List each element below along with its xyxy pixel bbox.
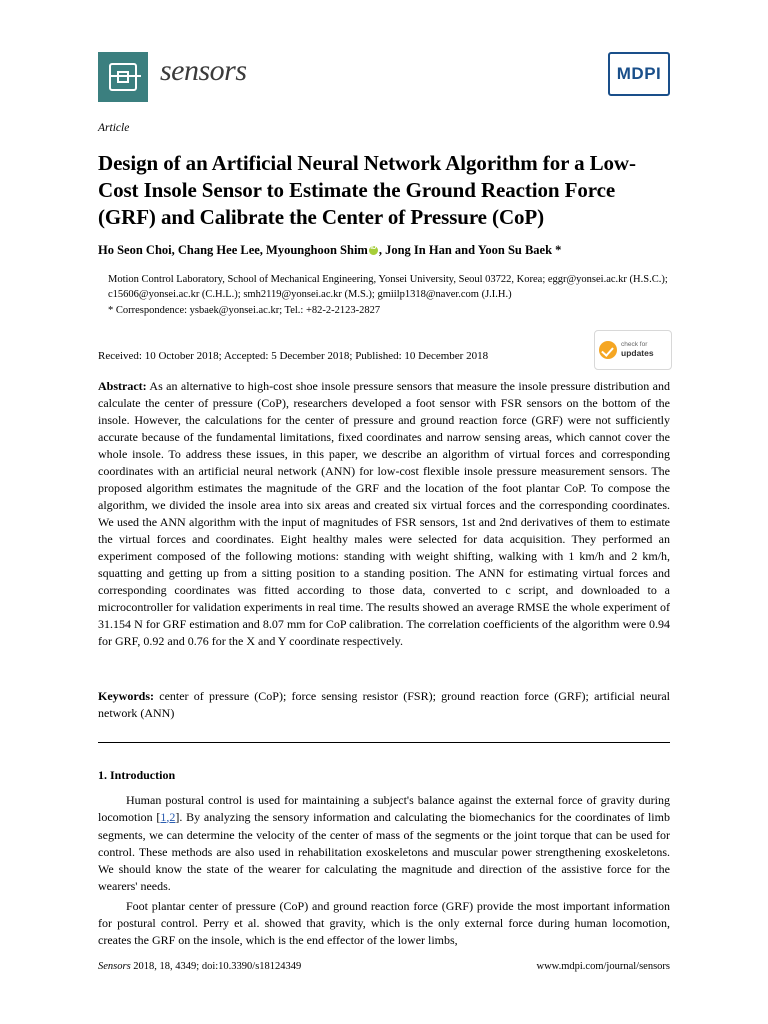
keywords-block bbox=[98, 688, 670, 722]
check-for-updates-line1: check for bbox=[621, 341, 648, 349]
publisher-label: MDPI bbox=[616, 64, 662, 83]
footer-journal: Sensors bbox=[98, 961, 131, 972]
author-list bbox=[98, 243, 670, 258]
article-type: Article bbox=[98, 122, 130, 134]
citation-link-2[interactable]: 2 bbox=[169, 810, 176, 825]
paragraph-1-part-b: ]. By analyzing the sensory information and calculating the biomechanics for the coordinates of limb segments, we can determine the velocity of the center of mass of the segments or the joint torque that can be used for control. These methods are also used in rehabilitation exoskeletons and muscular power strengthening exoskeletons. We should know the state of the wearer for calculating the magnitude and direction of the assistive force for the wearers' needs. bbox=[98, 810, 670, 894]
affiliation-text: Motion Control Laboratory, School of Mechanical Engineering, Yonsei University, Seoul 03722, Korea; eggr@yonsei.ac.kr (H.S.C.); c15606@yonsei.ac.kr (C.H.L.); smh2119@yonsei.ac.kr (M.S.); gmiilp1318@naver.com (J.I.H.) bbox=[108, 274, 668, 301]
paragraph-2: Foot plantar center of pressure (CoP) and ground reaction force (GRF) provide the most important information for postural control. Perry et al. showed that gravity, which is the only external force during human locomotion, creates the GRF on the insole, which is the end effector of the lower limbs, bbox=[98, 898, 670, 948]
check-circle-icon bbox=[599, 341, 617, 359]
body-text bbox=[98, 792, 670, 949]
abstract-block bbox=[98, 378, 670, 651]
check-for-updates-badge[interactable] bbox=[594, 330, 672, 370]
sensor-chip-icon bbox=[109, 63, 137, 91]
affiliation-block bbox=[108, 272, 668, 319]
authors-head: Ho Seon Choi, Chang Hee Lee, Myounghoon Shim bbox=[98, 243, 368, 257]
page-footer bbox=[98, 961, 670, 972]
authors-tail: , Jong In Han and Yoon Su Baek * bbox=[378, 243, 562, 257]
footer-citation: 2018, 18, 4349; doi:10.3390/s18124349 bbox=[130, 961, 302, 972]
publication-dates: Received: 10 October 2018; Accepted: 5 December 2018; Published: 10 December 2018 bbox=[98, 350, 489, 362]
masthead bbox=[98, 52, 670, 110]
section-heading: 1. Introduction bbox=[98, 768, 176, 782]
divider bbox=[98, 742, 670, 743]
page-title: Design of an Artificial Neural Network Algorithm for a Low-Cost Insole Sensor to Estimate the Ground Reaction Force (GRF) and Calibrate the Center of Pressure (CoP) bbox=[98, 151, 636, 229]
citation-separator: , bbox=[166, 810, 170, 825]
orcid-icon[interactable] bbox=[369, 246, 378, 255]
abstract-label: Abstract: bbox=[98, 379, 147, 393]
check-for-updates-line2: updates bbox=[621, 347, 654, 358]
abstract-text: As an alternative to high-cost shoe insole pressure sensors that measure the insole pressure distribution and calculate the center of pressure (CoP), researchers developed a foot sensor with FSR sensors on the bottom of the insole. However, the calculations for the center of pressure and ground reaction force (GRF) were not sufficiently accurate because of the fundamental limitations, fixed coordinates and narrow sensing areas, which cannot cover the whole insole. To address these issues, in this paper, we describe an algorithm of virtual forces and corresponding coordinates with an artificial neural network (ANN) for low-cost flexible insole pressure measurement sensors. The proposed algorithm estimates the magnitude of the GRF and the location of the foot plantar CoP. To compose the algorithm, we divided the insole area into six areas and created six virtual forces and the corresponding coordinates. We used the ANN algorithm with the input of magnitudes of FSR sensors, 1st and 2nd derivatives of them to estimate the virtual forces and coordinates. Eight healthy males were selected for data acquisition. They performed an experiment composed of the following motions: standing with weight shifting, walking with 1 km/h and 2 km/h, squatting and getting up from a sitting position to a standing position. The ANN for estimating virtual forces and corresponding coordinates was fitted according to those data, converted to c script, and downloaded to a microcontroller for validation experiments in real time. The results showed an average RMSE the whole experiment of 31.154 N for GRF estimation and 8.07 mm for CoP calibration. The correlation coefficients of the algorithm were 0.94 for GRF, 0.92 and 0.76 for the X and Y coordinate respectively. bbox=[98, 379, 670, 649]
keywords-text: center of pressure (CoP); force sensing resistor (FSR); ground reaction force (GRF); artificial neural network (ANN) bbox=[98, 689, 670, 721]
paragraph-1 bbox=[98, 792, 670, 896]
journal-logo bbox=[98, 52, 148, 102]
footer-left bbox=[98, 961, 301, 972]
footer-right[interactable]: www.mdpi.com/journal/sensors bbox=[536, 961, 670, 972]
publisher-logo bbox=[608, 52, 670, 96]
paragraph-1-part-a: Human postural control is used for maintaining a subject's balance against the external force of gravity during locomotion [ bbox=[98, 793, 670, 825]
check-for-updates-label bbox=[621, 341, 654, 358]
keywords-label: Keywords: bbox=[98, 689, 154, 703]
citation-link-1[interactable]: 1 bbox=[160, 810, 167, 825]
journal-title: sensors bbox=[160, 54, 247, 87]
page-content bbox=[98, 0, 670, 1024]
correspondence-text: * Correspondence: ysbaek@yonsei.ac.kr; Tel.: +82-2-2123-2827 bbox=[108, 305, 381, 317]
